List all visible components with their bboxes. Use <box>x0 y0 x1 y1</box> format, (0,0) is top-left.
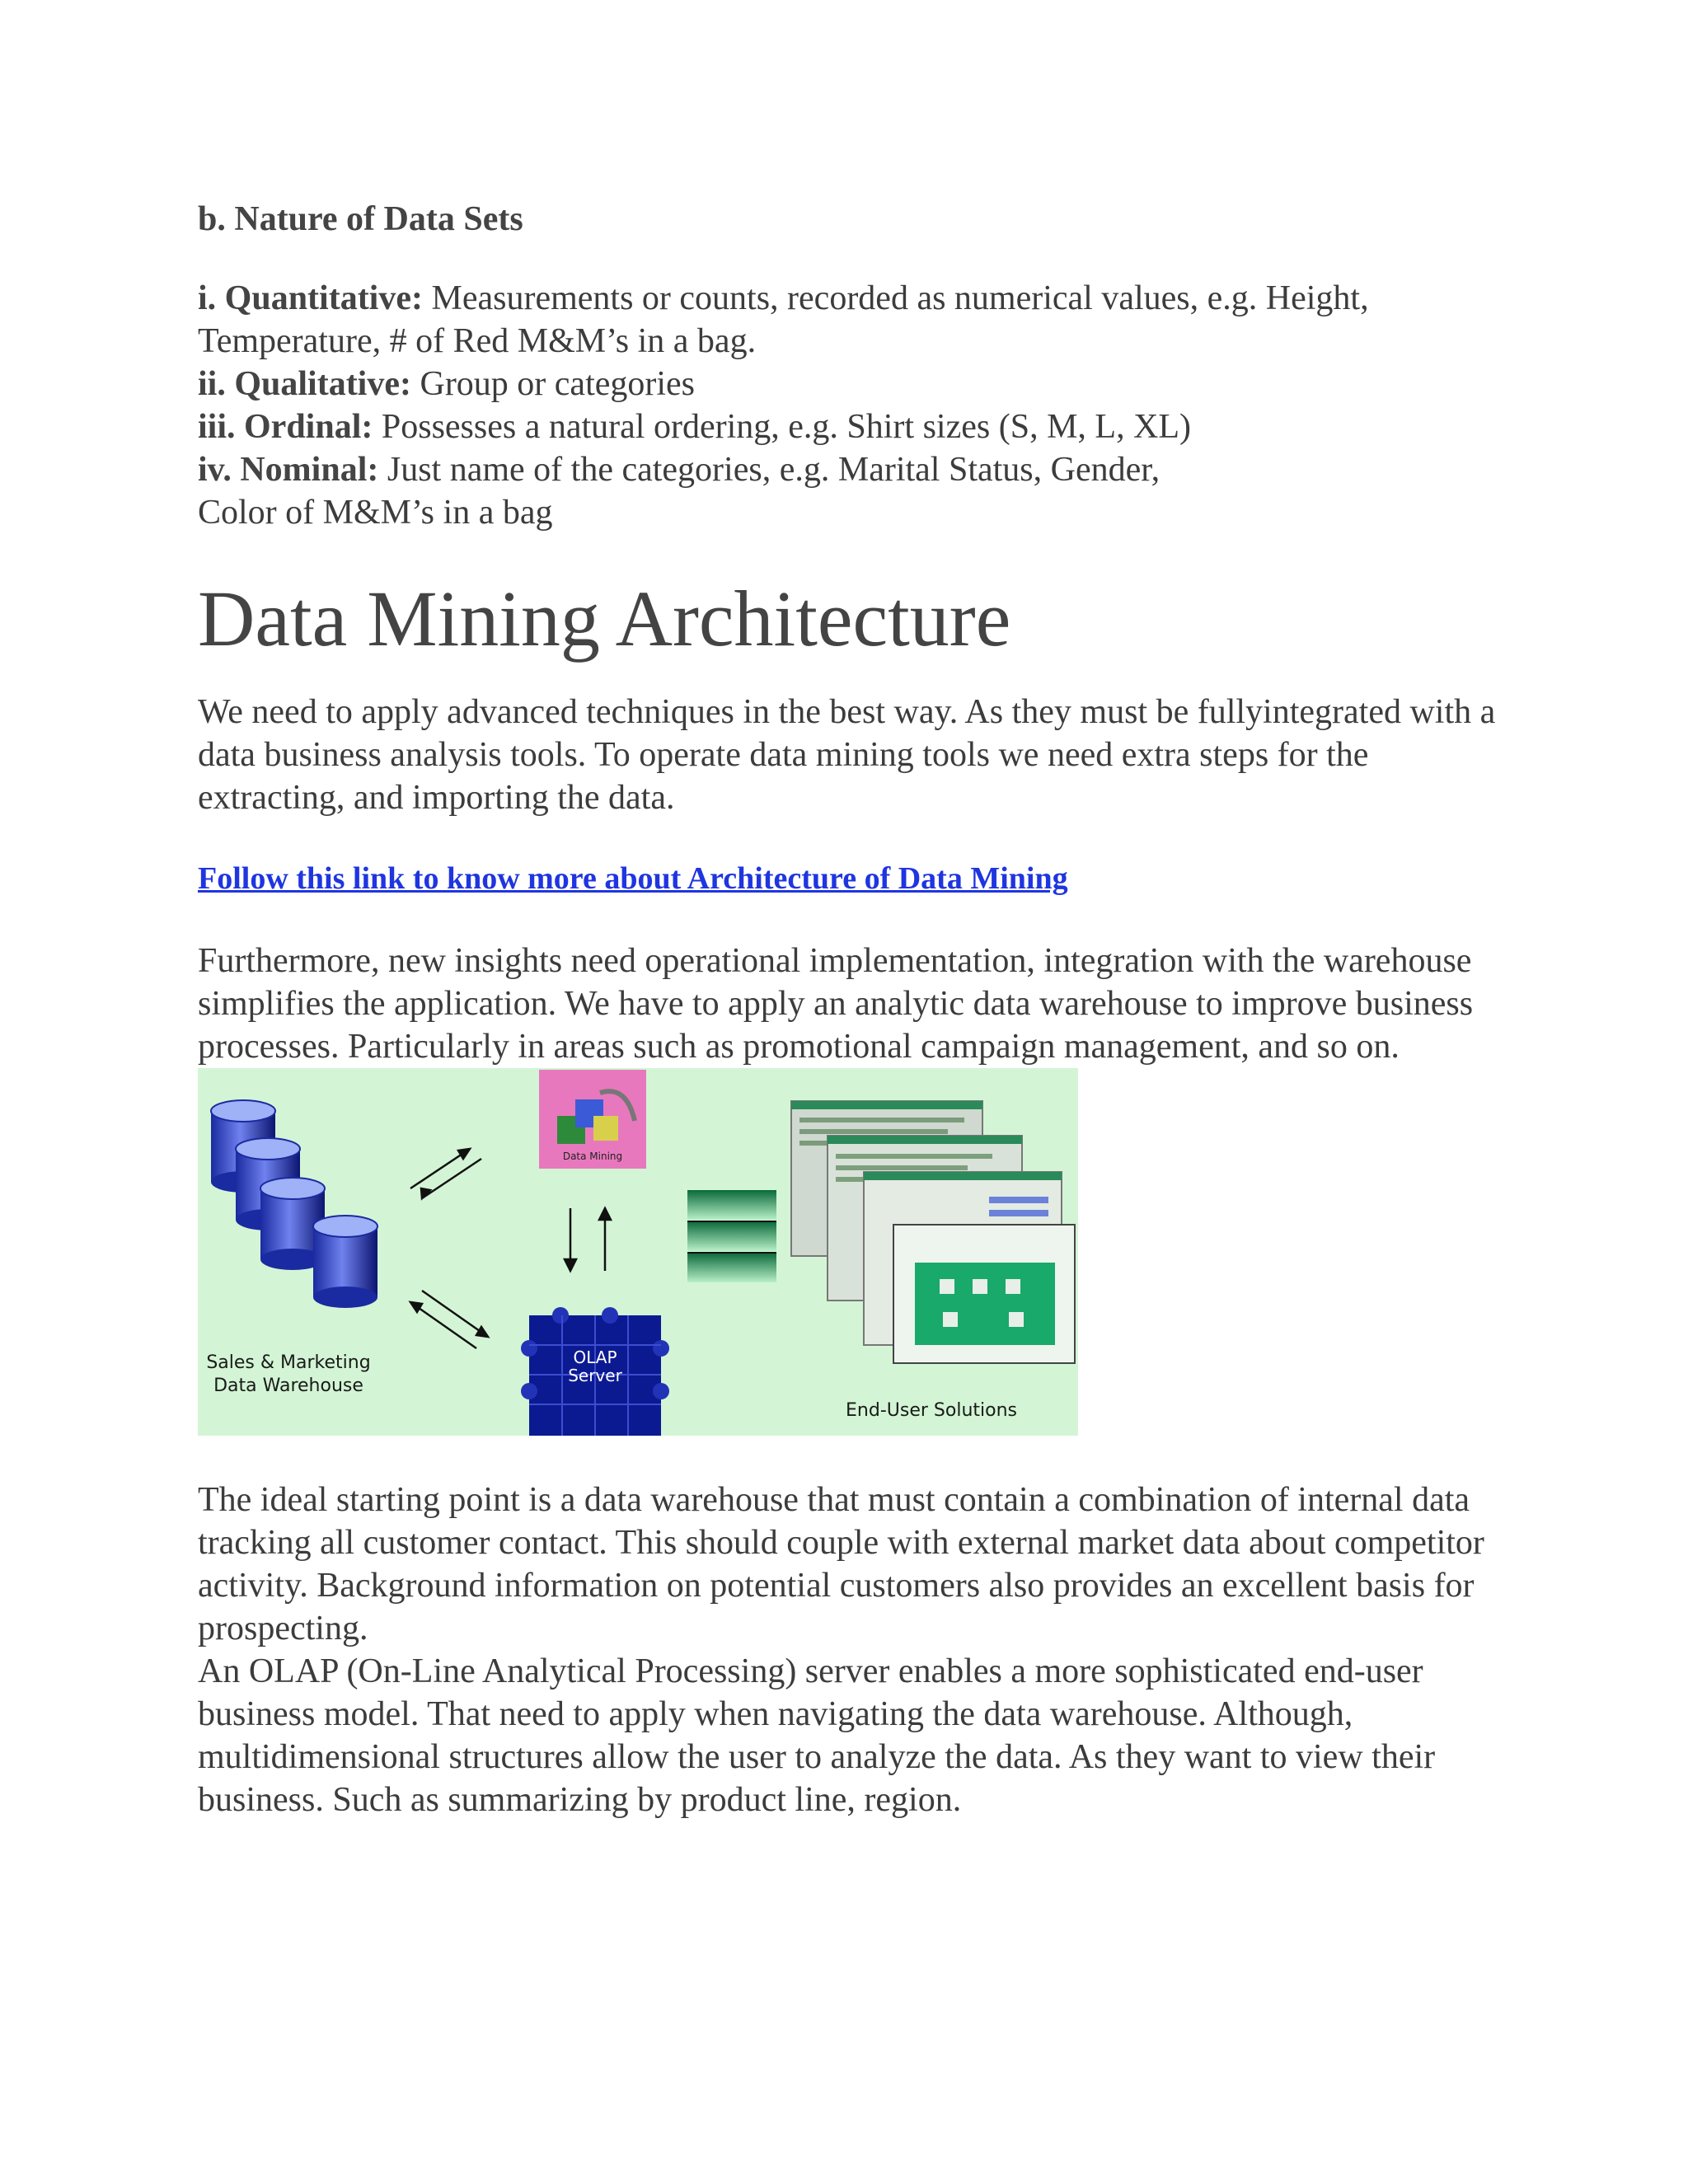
database-cylinder-icon <box>313 1216 377 1308</box>
list-item: Color of M&M’s in a bag <box>198 494 553 532</box>
page-title: Data Mining Architecture <box>198 574 1011 663</box>
warehouse-label-line1: Sales & Marketing <box>206 1352 371 1373</box>
section-heading: b. Nature of Data Sets <box>198 200 523 238</box>
olap-label-line2: Server <box>568 1366 622 1385</box>
paragraph-starting-point: The ideal starting point is a data warehouse that must contain a combination of internal data tracking all customer contact. This should couple with external market data about competitor activity. Background information on potential customers also provides an excellent basis for prospecting. <box>198 1481 1484 1647</box>
end-user-label: End-User Solutions <box>846 1400 1017 1421</box>
paragraph-warehouse: Furthermore, new insights need operational implementation, integration with the warehouse simplifies the application. We have to apply an analytic data warehouse to improve business processes. Particularly in areas such as promotional campaign management, and so on. <box>198 942 1474 1066</box>
list-item: ii. Qualitative: Group or categories <box>198 365 696 403</box>
screen-window-icon <box>893 1225 1075 1363</box>
data-types-list <box>198 277 1500 534</box>
olap-label-line1: OLAP <box>573 1347 617 1367</box>
intro-paragraph: We need to apply advanced techniques in the best way. As they must be fullyintegrated with a data business analysis tools. To operate data mining tools we need extra steps for the extracting, and importing the data. <box>198 693 1496 817</box>
list-item: i. Quantitative: Measurements or counts, recorded as numerical values, e.g. Height, Temperature, # of Red M&M’s in a bag. <box>198 279 1369 360</box>
architecture-diagram <box>198 1068 1078 1436</box>
double-arrow-icon <box>410 1291 488 1348</box>
vertical-arrows-icon <box>565 1208 611 1271</box>
report-bars-icon <box>687 1190 776 1282</box>
double-arrow-icon <box>410 1149 481 1198</box>
architecture-link[interactable]: Follow this link to know more about Architecture of Data Mining <box>198 861 1068 896</box>
data-mining-label: Data Mining <box>562 1151 623 1162</box>
list-item: iii. Ordinal: Possesses a natural ordering, e.g. Shirt sizes (S, M, L, XL) <box>198 408 1192 446</box>
warehouse-label-line2: Data Warehouse <box>213 1376 363 1396</box>
paragraph-olap: An OLAP (On-Line Analytical Processing) server enables a more sophisticated end-user business model. That need to apply when navigating the data warehouse. Although, multidimensional structures allow the user to analyze the data. As they want to view their business. Such as summarizing by product line, region. <box>198 1652 1436 1819</box>
document-page <box>198 198 1500 1821</box>
list-item: iv. Nominal: Just name of the categories, e.g. Marital Status, Gender, <box>198 451 1160 489</box>
